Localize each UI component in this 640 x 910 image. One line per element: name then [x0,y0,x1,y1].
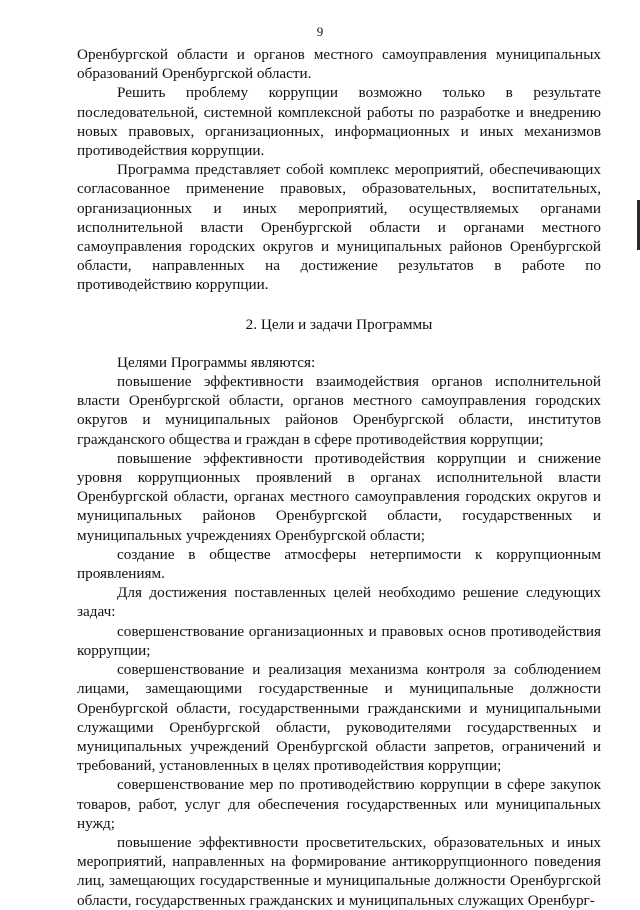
goals-intro: Целями Программы являются: [117,353,316,371]
tasks-intro: Для достижения поставленных целей необходимо решение следующих задач: [77,584,601,621]
task-item: совершенствование мер по противодействию коррупции в сфере закупок товаров, работ, услуг для обеспечения государственных или муниципальных нужд; [77,776,601,832]
task-item: совершенствование и реализация механизма контроля за соблюдением лицами, замещающими государственные и муниципальные должности Оренбургской области, государственными гражданскими и муниципальными служащими Оренбургской области, руководителями государственных и муниципальных учреждений Оренбургской области запретов, ограничений и требований, установленных в целях противодействия коррупции; [77,661,601,775]
task-item: совершенствование организационных и правовых основ противодействия коррупции; [77,622,601,659]
task-item: повышение эффективности просветительских, образовательных и иных мероприятий, направленных на формирование антикоррупционного поведения лиц, замещающих государственные и муниципальные должности Оренбургской области, государственных гражданских и муниципальных служащих Оренбург- [77,833,601,909]
paragraph-problem: Решить проблему коррупции возможно только в результате последовательной, системной комплексной работы по разработке и внедрению новых правовых, организационных, информационных и иных механизмов противодействия коррупции. [77,84,601,160]
page-number: 9 [316,24,324,39]
goal-item: повышение эффективности взаимодействия органов исполнительной власти Оренбургской области, органов местного самоуправления городских округов и муниципальных районов Оренбургской области, институтов гражданского общества и граждан в сфере противодействия коррупции; [77,373,601,448]
paragraph-program-description: Программа представляет собой комплекс мероприятий, обеспечивающих согласованное применение правовых, образовательных, воспитательных, организационных и иных мероприятий, осуществляемых органами исполнительной власти Оренбургской области и органами местного самоуправления городских округов и муниципальных районов Оренбургской области, направленных на достижение результатов в работе по противодействию коррупции. [77,161,601,294]
paragraph-continuation: Оренбургской области и органов местного самоуправления муниципальных образований Оренбургской области. [77,46,601,83]
document-body [77,45,601,910]
goal-item: создание в обществе атмосферы нетерпимости к коррупционным проявлениям. [77,545,601,583]
section-heading: 2. Цели и задачи Программы [245,315,433,333]
goal-item: повышение эффективности противодействия коррупции и снижение уровня коррупционных проявлений в органах исполнительной власти Оренбургской области, органах местного самоуправления городских округов и муниципальных районов Оренбургской области, государственных и муниципальных учреждениях Оренбургской области; [77,449,601,544]
